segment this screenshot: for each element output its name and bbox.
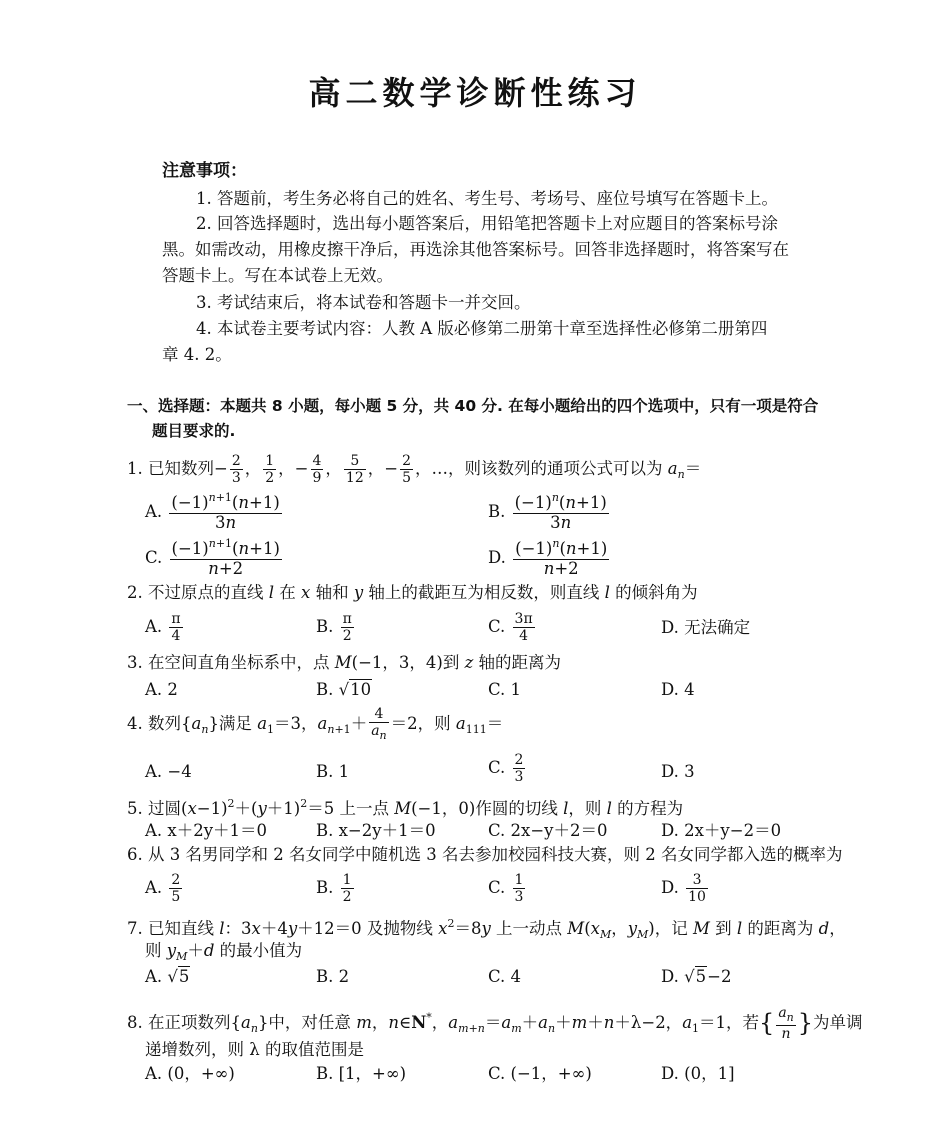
question-3-option-c: C. 1 <box>488 680 522 699</box>
question-1-option-c: C. $\frac{(-1)^{n+1}(n+1)}{n+2}$ <box>145 537 280 578</box>
question-3-option-b: B. √10 <box>316 680 372 699</box>
question-7-stem: 7. 已知直线 l：3x＋4y＋12＝0 及抛物线 $x^2=8y$ 上一动点 $M(x_M$，$y_M$)，记 M 到 l 的距离为 d， <box>127 917 846 941</box>
question-6-stem: 6. 从 3 名男同学和 2 名女同学中随机选 3 名去参加校园科技大赛，则 2 名女同学都入选的概率为 <box>127 845 843 864</box>
question-2-option-d: D. 无法确定 <box>661 618 751 637</box>
question-5-option-d: D. 2x＋y−2＝0 <box>661 821 782 840</box>
question-8-stem: 8. 在正项数列$\{a_n\}$中，对任意 m，n∈N*，$a_{m+n}=a_m+a_n+m+n+\lambda-2$，$a_1=1$，若{ $\frac{a_n}{n}$ }为单调 <box>127 1005 863 1042</box>
notice-line: 黑。如需改动，用橡皮擦干净后，再选涂其他答案标号。回答非选择题时，将答案写在 <box>162 240 789 259</box>
question-1-option-a: A. $\frac{(-1)^{n+1}(n+1)}{3n}$ <box>145 491 280 532</box>
notice-heading: 注意事项： <box>162 161 247 181</box>
question-4-option-b: B. 1 <box>316 762 350 781</box>
question-7-option-a: A. √5 <box>145 967 190 986</box>
question-4-option-d: D. 3 <box>661 762 695 781</box>
question-5-stem: 5. 过圆$(x-1)^2+(y+1)^2=5$ 上一点 M(−1，0)作圆的切线 l，则 l 的方程为 <box>127 797 684 818</box>
question-5-option-b: B. x−2y＋1＝0 <box>316 821 436 840</box>
section-heading: 一、选择题：本题共 8 小题，每小题 5 分，共 40 分. 在每小题给出的四个选项中，只有一项是符合 <box>127 397 819 415</box>
question-7-option-c: C. 4 <box>488 967 522 986</box>
question-6-option-c: C. $\frac{1}{3}$ <box>488 872 524 906</box>
notice-line: 4. 本试卷主要考试内容：人教 A 版必修第二册第十章至选择性必修第二册第四 <box>196 319 768 338</box>
question-8-option-c: C. (−1，+∞) <box>488 1064 592 1083</box>
question-7-stem-cont: 则 $y_M+d$ 的最小值为 <box>145 941 303 963</box>
question-2-option-c: C. $\frac{3\pi}{4}$ <box>488 611 533 645</box>
notice-line: 1. 答题前，考生务必将自己的姓名、考生号、考场号、座位号填写在答题卡上。 <box>196 189 778 208</box>
question-6-option-b: B. $\frac{1}{2}$ <box>316 872 352 906</box>
question-4-stem: 4. 数列$\{a_n\}$满足 $a_1=3$，$a_{n+1}+$ $\frac{4}{a_n}$ ＝2，则 $a_{111}=$ <box>127 706 504 743</box>
question-7-option-b: B. 2 <box>316 967 350 986</box>
question-3-option-d: D. 4 <box>661 680 695 699</box>
question-1-stem: 1. 已知数列− $\frac{2}{3}$ ， $\frac{1}{2}$ ，− $\frac{4}{9}$ ， $\frac{5}{12}$ ，− $\frac{2}{5}$ ，…，则该数列的通项公式可以为 $a_n=$ <box>127 453 702 487</box>
notice-line: 答题卡上。写在本试卷上无效。 <box>162 266 393 285</box>
question-8-option-a: A. (0，+∞) <box>145 1064 235 1083</box>
question-6-option-a: A. $\frac{2}{5}$ <box>145 872 181 906</box>
question-1-option-b: B. $\frac{(-1)^n(n+1)}{3n}$ <box>488 491 607 532</box>
notice-line: 2. 回答选择题时，选出每小题答案后，用铅笔把答题卡上对应题目的答案标号涂 <box>196 214 778 233</box>
notice-line: 3. 考试结束后，将本试卷和答题卡一并交回。 <box>196 293 531 312</box>
question-5-option-a: A. x＋2y＋1＝0 <box>145 821 268 840</box>
question-6-option-d: D. $\frac{3}{10}$ <box>661 872 706 906</box>
question-3-option-a: A. 2 <box>145 680 178 699</box>
question-7-option-d: D. √5−2 <box>661 967 732 986</box>
question-4-option-c: C. $\frac{2}{3}$ <box>488 752 524 786</box>
question-5-option-c: C. 2x−y＋2＝0 <box>488 821 608 840</box>
question-8-option-d: D. (0，1] <box>661 1064 735 1083</box>
question-2-option-a: A. $\frac{\pi}{4}$ <box>145 611 181 645</box>
question-8-option-b: B. [1，+∞) <box>316 1064 407 1083</box>
page-title: 高二数学诊断性练习 <box>308 74 642 112</box>
question-8-stem-cont: 递增数列，则 λ 的取值范围是 <box>145 1040 364 1059</box>
question-2-option-b: B. $\frac{\pi}{2}$ <box>316 611 352 645</box>
question-1-option-d: D. $\frac{(-1)^n(n+1)}{n+2}$ <box>488 537 608 578</box>
notice-line: 章 4. 2。 <box>162 345 232 364</box>
question-2-stem: 2. 不过原点的直线 l 在 x 轴和 y 轴上的截距互为相反数，则直线 l 的倾斜角为 <box>127 583 698 602</box>
question-3-stem: 3. 在空间直角坐标系中，点 M(−1，3，4)到 z 轴的距离为 <box>127 653 562 672</box>
question-4-option-a: A. −4 <box>145 762 192 781</box>
section-heading-cont: 题目要求的. <box>152 422 236 440</box>
